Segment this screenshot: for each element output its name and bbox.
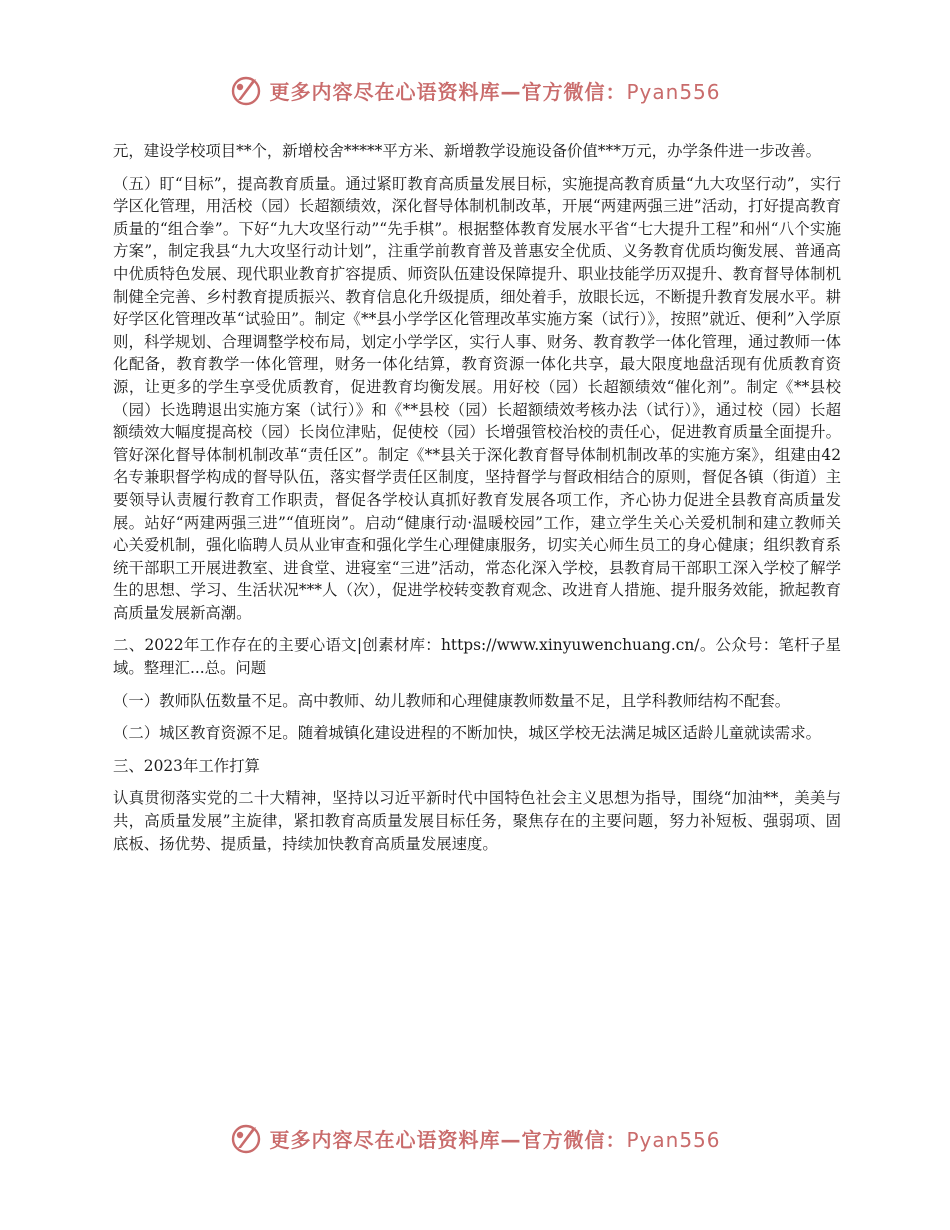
heading-plan-2023: 三、2023年工作打算 bbox=[113, 756, 260, 775]
wechat-id: Pyan556 bbox=[626, 1127, 721, 1152]
paragraph-problem-1: （一）教师队伍数量不足。高中教师、幼儿教师和心理健康教师数量不足，且学科教师结构不配套。 bbox=[113, 691, 791, 710]
document-body bbox=[113, 140, 841, 865]
paragraph-problem-2: （二）城区教育资源不足。随着城镇化建设进程的不断加快，城区学校无法满足城区适龄儿童就读需求。 bbox=[113, 724, 821, 743]
watermark-text: 更多内容尽在心语资料库—官方微信：Pyan556 bbox=[269, 79, 721, 104]
watermark-text: 更多内容尽在心语资料库—官方微信：Pyan556 bbox=[269, 1127, 721, 1152]
paragraph-section-5: （五）盯“目标”，提高教育质量。通过紧盯教育高质量发展目标，实施提高教育质量“九大攻坚行动”，实行学区化管理，用活校（园）长超额绩效，深化督导体制机制改革，开展“两建两强三进”活动，打好提高教育质量的“组合拳”。下好“九大攻坚行动”“先手棋”。根据整体教育发展水平省“七大提升工程”和州“八个实施方案”，制定我县“九大攻坚行动计划”，注重学前教育普及普惠安全优质、义务教育优质均衡发展、普通高中优质特色发展、现代职业教育扩容提质、师资队伍建设保障提升、职业技能学历双提升、教育督导体制机制健全完善、乡村教育提质振兴、教育信息化升级提质，细处着手，放眼长远，不断提升教育发展水平。耕好学区化管理改革“试验田”。制定《**县小学学区化管理改革实施方案（试行）》，按照”就近、便利”入学原则，科学规划、合理调整学校布局，划定小学学区，实行人事、财务、教育教学一体化管理，通过教师一体化配备，教育教学一体化管理，财务一体化结算，教育资源一体化共享，最大限度地盘活现有优质教育资源，让更多的学生享受优质教育，促进教育均衡发展。用好校（园）长超额绩效“催化剂”。制定《**县校（园）长选聘退出实施方案（试行）》和《**县校（园）长超额绩效考核办法（试行）》，通过校（园）长超额绩效大幅度提高校（园）长岗位津贴，促使校（园）长增强管校治校的责任心，促进教育质量全面提升。管好深化督导体制机制改革“责任区”。制定《**县关于深化教育督导体制机制改革的实施方案》，组建由42名专兼职督学构成的督导队伍，落实督学责任区制度，坚持督学与督政相结合的原则，督促各镇（街道）主要领导认责履行教育工作职责，督促各学校认真抓好教育发展各项工作，齐心协力促进全县教育高质量发展。站好“两建两强三进”“值班岗”。启动“健康行动·温暖校园”工作，建立学生关心关爱机制和建立教师关心关爱机制，强化临聘人员从业审查和强化学生心理健康服务，切实关心师生员工的身心健康；组织教育系统干部职工开展进教室、进食堂、进寝室“三进”活动，常态化深入学校，县教育局干部职工深入学校了解学生的思想、学习、生活状况***人（次），促进学校转变教育观念、改进育人措施、提升服务效能，掀起教育高质量发展新高潮。 bbox=[113, 174, 841, 622]
wechat-id: Pyan556 bbox=[626, 79, 721, 104]
quill-pen-logo-icon bbox=[229, 1121, 263, 1155]
paragraph-continuation: 元，建设学校项目**个，新增校舍*****平方米、新增教学设施设备价值***万元，办学条件进一步改善。 bbox=[113, 142, 821, 160]
paragraph-plan-intro: 认真贯彻落实党的二十大精神，坚持以习近平新时代中国特色社会主义思想为指导，围绕“加油**，美美与共，高质量发展”主旋律，紧扣教育高质量发展目标任务，聚焦存在的主要问题，努力补短板、强弱项、固底板、扬优势、提质量，持续加快教育高质量发展速度。 bbox=[113, 789, 841, 853]
header-watermark-banner bbox=[0, 68, 950, 112]
footer-watermark-banner bbox=[0, 1116, 950, 1160]
quill-pen-logo-icon bbox=[229, 73, 263, 107]
heading-problems: 二、2022年工作存在的主要心语文|创素材库：https://www.xinyuwenchuang.cn/。公众号：笔杆子星域。整理汇...总。问题 bbox=[113, 636, 841, 678]
